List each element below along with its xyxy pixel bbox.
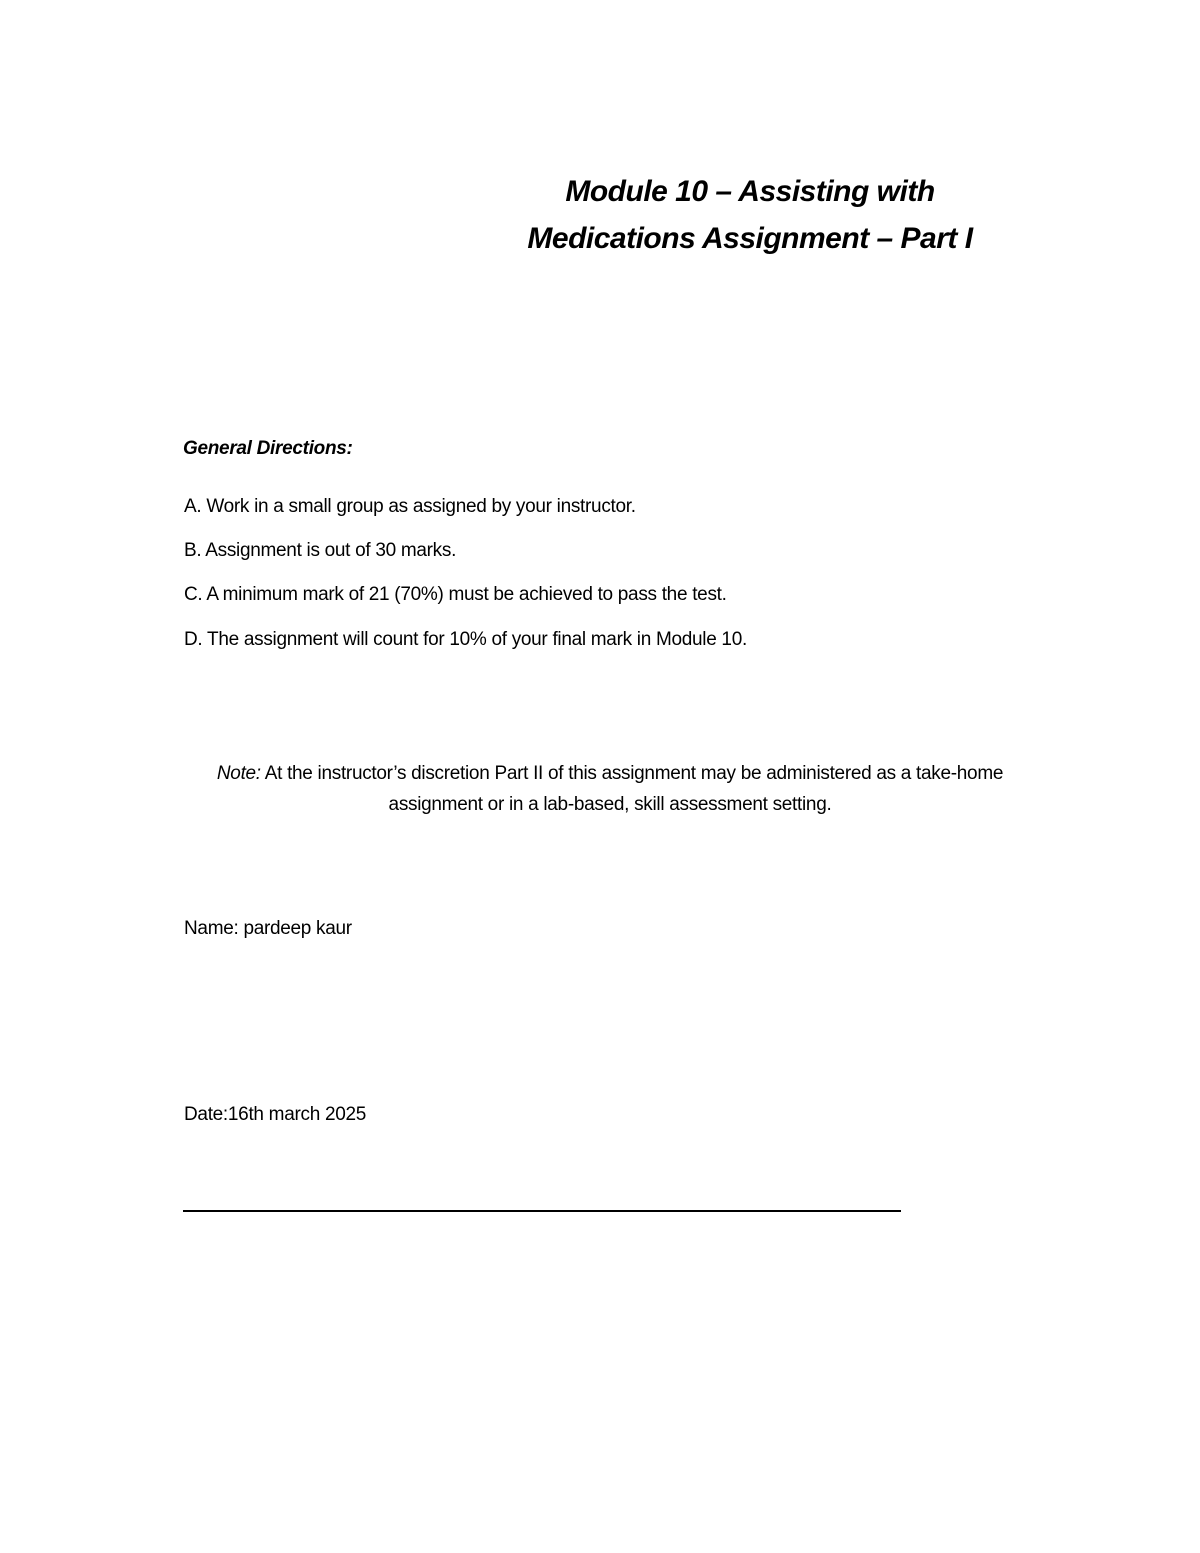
note-paragraph	[180, 758, 1040, 820]
direction-item-b: B. Assignment is out of 30 marks.	[184, 540, 457, 561]
date-field: Date:16th march 2025	[184, 1104, 367, 1125]
directions-heading: General Directions:	[183, 438, 353, 459]
name-field: Name: pardeep kaur	[184, 918, 352, 939]
direction-item-a: A. Work in a small group as assigned by your instructor.	[184, 496, 636, 517]
signature-line	[183, 1210, 901, 1212]
direction-item-d: D. The assignment will count for 10% of your final mark in Module 10.	[184, 629, 747, 650]
direction-item-c: C. A minimum mark of 21 (70%) must be achieved to pass the test.	[184, 584, 727, 605]
page-title	[470, 168, 1030, 262]
note-label: Note:	[216, 763, 261, 784]
note-text: At the instructor’s discretion Part II of this assignment may be administered as a take-home assignment or in a lab-based, skill assessment setting.	[264, 763, 1004, 815]
title-line-1: Module 10 – Assisting with	[565, 175, 935, 208]
title-line-2: Medications Assignment – Part I	[527, 222, 973, 255]
